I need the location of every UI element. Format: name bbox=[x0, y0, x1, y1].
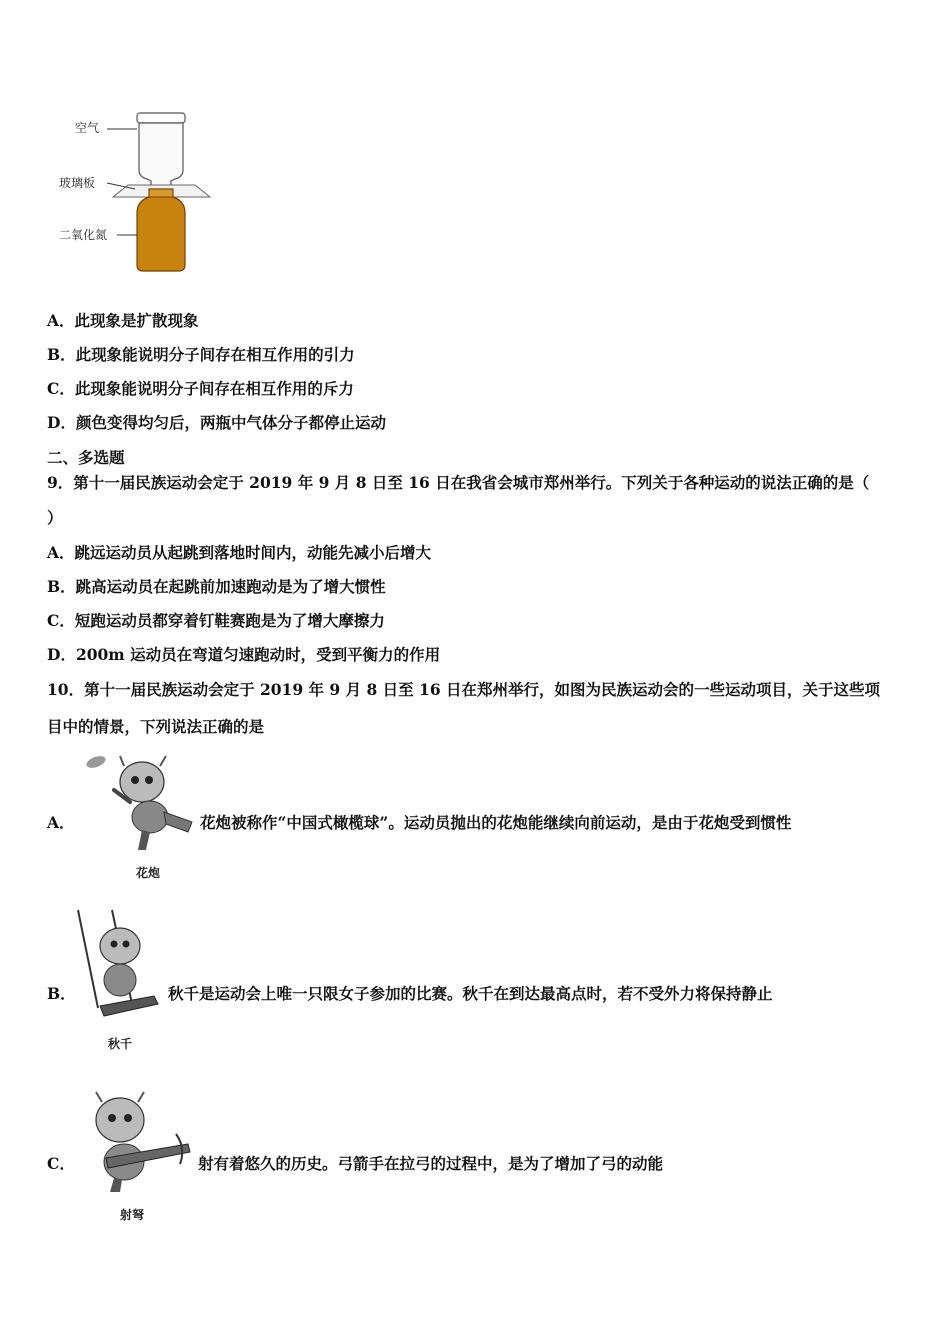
q9-option-a: A．跳远运动员从起跳到落地时间内，动能先减小后增大 bbox=[47, 543, 432, 562]
mascot-leg bbox=[164, 812, 192, 832]
lower-bottle-neck bbox=[149, 189, 173, 197]
mascot-eye-right bbox=[123, 941, 130, 948]
swing-mascot bbox=[70, 908, 170, 1030]
q10-option-a-label: A． bbox=[47, 813, 75, 832]
q9-option-c: C．短跑运动员都穿着钉鞋赛跑是为了增大摩擦力 bbox=[47, 611, 385, 630]
q9-stem-line1: 9．第十一届民族运动会定于 2019 年 9 月 8 日至 16 日在我省会城市郑州举行。下列关于各种运动的说法正确的是（ bbox=[47, 473, 870, 492]
q10-stem-line1: 10．第十一届民族运动会定于 2019 年 9 月 8 日至 16 日在郑州举行，如图为民族运动会的一些运动项目，关于这些项 bbox=[47, 680, 881, 699]
q10-option-c-text: 射有着悠久的历史。弓箭手在拉弓的过程中，是为了增加了弓的动能 bbox=[198, 1154, 664, 1173]
mascot-body bbox=[104, 964, 136, 996]
swing-rope-left bbox=[78, 910, 98, 1008]
q10-option-b-text: 秋千是运动会上唯一只限女子参加的比赛。秋千在到达最高点时，若不受外力将保持静止 bbox=[168, 984, 773, 1003]
q10-option-a-text: 花炮被称作“中国式橄榄球”。运动员抛出的花炮能继续向前运动，是由于花炮受到惯性 bbox=[200, 813, 792, 832]
mascot-leg-2 bbox=[138, 830, 150, 850]
swing-seat bbox=[100, 996, 158, 1016]
q10-option-b-label: B． bbox=[47, 984, 76, 1003]
huapao-disc bbox=[85, 754, 107, 770]
q9-stem-line2: ） bbox=[47, 508, 63, 527]
diffusion-figure bbox=[55, 105, 225, 285]
upper-bottle bbox=[139, 123, 183, 189]
q10-stem-line2: 目中的情景，下列说法正确的是 bbox=[47, 717, 265, 736]
label-no2: 二氧化氮 bbox=[59, 228, 108, 242]
q8-option-b: B．此现象能说明分子间存在相互作用的引力 bbox=[47, 345, 355, 364]
label-air: 空气 bbox=[75, 121, 100, 135]
mascot-eye-right bbox=[145, 776, 153, 784]
label-glass: 玻璃板 bbox=[59, 176, 96, 190]
section-title: 二、多选题 bbox=[47, 448, 125, 467]
mascot-leg bbox=[110, 1178, 122, 1192]
mascot-eye-left bbox=[108, 1114, 116, 1122]
q10-option-c-label: C． bbox=[47, 1154, 75, 1173]
swing-mascot-svg bbox=[70, 908, 170, 1030]
mascot-eye-left bbox=[131, 776, 139, 784]
q8-option-a: A．此现象是扩散现象 bbox=[47, 311, 199, 330]
huapao-mascot-svg bbox=[80, 752, 200, 857]
mascot-head bbox=[100, 928, 140, 964]
crossbow-mascot bbox=[76, 1088, 196, 1198]
q9-option-b: B．跳高运动员在起跳前加速跑动是为了增大惯性 bbox=[47, 577, 386, 596]
caption-swing: 秋千 bbox=[108, 1037, 133, 1051]
mascot-eye-left bbox=[111, 941, 118, 948]
crossbow-mascot-svg bbox=[76, 1088, 196, 1198]
q8-option-c: C．此现象能说明分子间存在相互作用的斥力 bbox=[47, 379, 354, 398]
huapao-mascot bbox=[80, 752, 200, 857]
mascot-head bbox=[96, 1098, 144, 1142]
q9-option-d: D．200m 运动员在弯道匀速跑动时，受到平衡力的作用 bbox=[47, 645, 441, 664]
upper-bottle-cap bbox=[137, 113, 185, 123]
caption-crossbow: 射弩 bbox=[120, 1208, 145, 1222]
q8-option-d: D．颜色变得均匀后，两瓶中气体分子都停止运动 bbox=[47, 413, 386, 432]
caption-huapao: 花炮 bbox=[136, 866, 161, 880]
mascot-head bbox=[120, 762, 164, 802]
mascot-body bbox=[132, 801, 168, 833]
diffusion-figure-svg bbox=[55, 105, 225, 285]
mascot-eye-right bbox=[124, 1114, 132, 1122]
lower-bottle bbox=[137, 189, 185, 271]
